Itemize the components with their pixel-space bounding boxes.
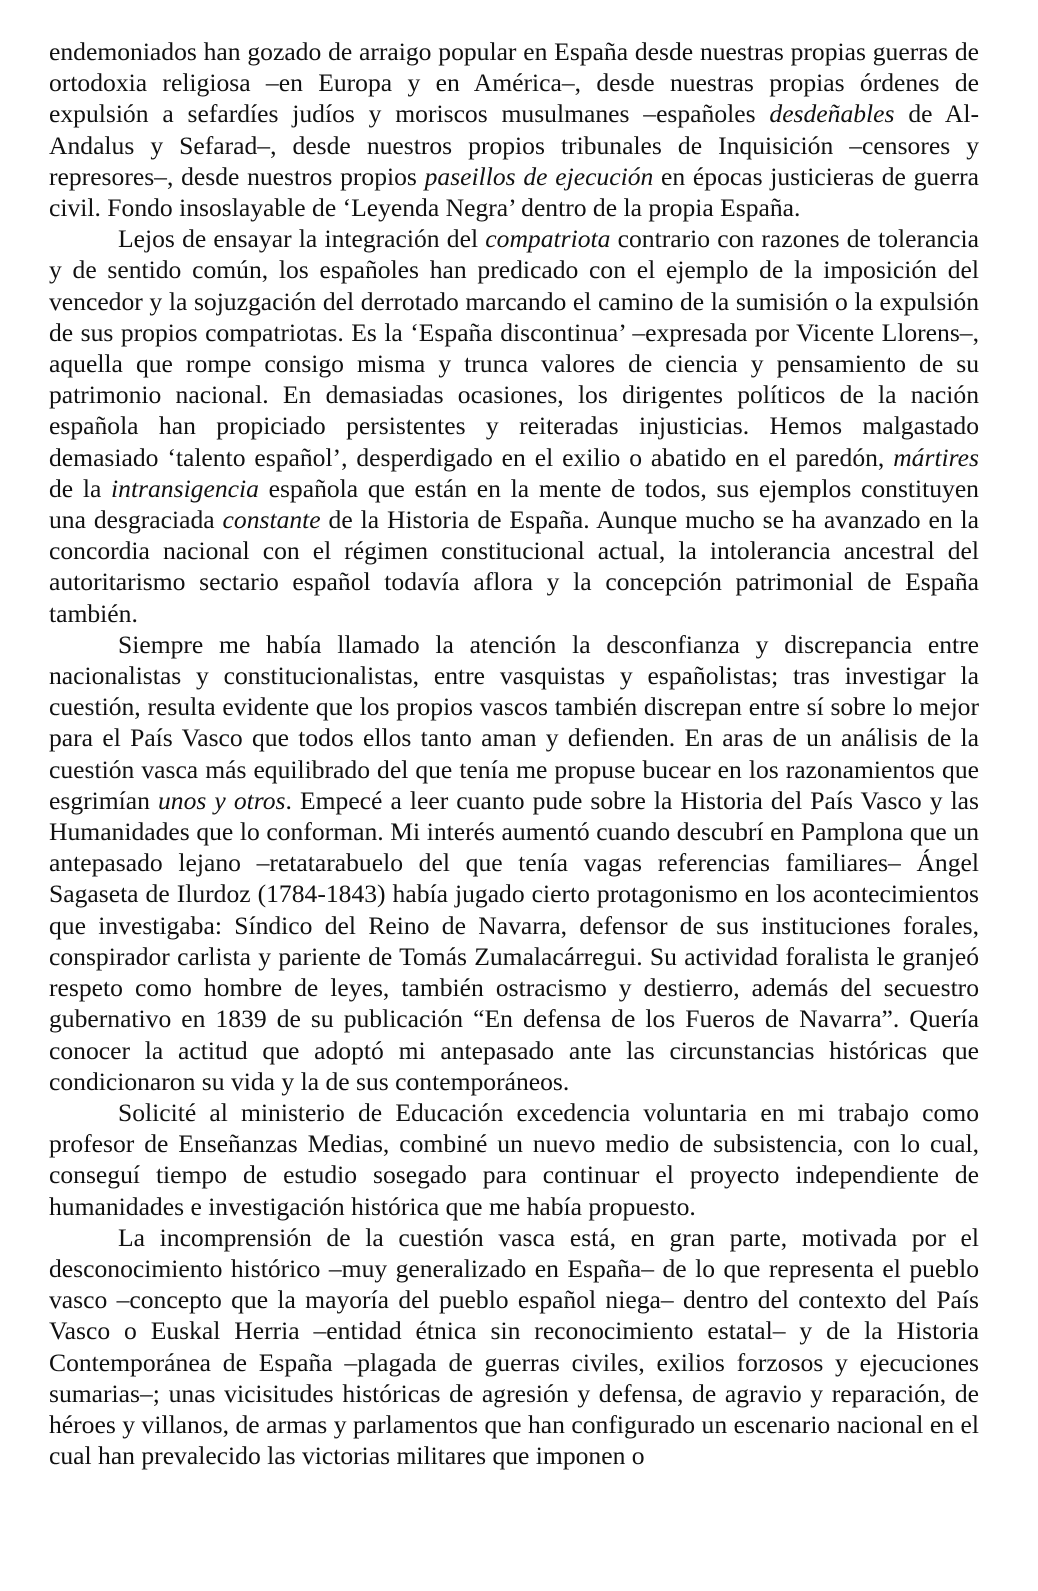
text-run: endemoniados han gozado de arraigo popular en España desde nuestras propias guerras de ortodoxia religiosa –en Europa y en América–, desde nuestras propias órdenes de expulsión a sefardíes judíos y moriscos musulmanes –españoles bbox=[49, 37, 979, 129]
body-paragraph bbox=[49, 1222, 979, 1472]
italic-text-run: intransigencia bbox=[111, 473, 259, 503]
text-run: Solicité al ministerio de Educación excedencia voluntaria en mi trabajo como profesor de Enseñanzas Medias, combiné un nuevo medio de subsistencia, con lo cual, conseguí tiempo de estudio sosegado para continuar el proyecto independiente de humanidades e investigación histórica que me había propuesto. bbox=[49, 1097, 979, 1221]
italic-text-run: paseillos de ejecución bbox=[424, 161, 654, 191]
body-paragraph bbox=[49, 629, 979, 1097]
text-run: de la bbox=[49, 473, 112, 503]
italic-text-run: desdeñables bbox=[769, 99, 895, 129]
text-run: de la Historia de España. Aunque mucho se ha avanzado en la concordia nacional con el régimen constitucional actual, la intolerancia ancestral del autoritarismo sectario español todavía aflora y la concepción patrimonial de España también. bbox=[49, 505, 979, 628]
italic-text-run: unos y otros bbox=[158, 785, 286, 815]
text-run: de Al-Andalus y Sefarad–, desde nuestros propios tribunales de Inquisición –censores y represores–, desde nuestros propios bbox=[49, 99, 979, 191]
body-paragraph bbox=[49, 1097, 979, 1222]
italic-text-run: constante bbox=[222, 505, 321, 535]
body-paragraph bbox=[49, 223, 979, 629]
text-run: . Empecé a leer cuanto pude sobre la Historia del País Vasco y las Humanidades que lo conforman. Mi interés aumentó cuando descubrí en Pamplona que un antepasado lejano –retatarabuelo del que tenía vagas referencias familiares– Ángel Sagaseta de Ilurdoz (1784-1843) había jugado cierto protagonismo en los acontecimientos que investigaba: Síndico del Reino de Navarra, defensor de sus instituciones forales, conspirador carlista y pariente de Tomás Zumalacárregui. Su actividad foralista le granjeó respeto como hombre de leyes, también ostracismo y destierro, además del secuestro gubernativo en 1839 de su publicación “En defensa de los Fueros de Navarra”. Quería conocer la actitud que adoptó mi antepasado ante las circunstancias históricas que condicionaron su vida y la de sus contemporáneos. bbox=[49, 785, 979, 1096]
italic-text-run: compatriota bbox=[485, 224, 611, 254]
text-run: Lejos de ensayar la integración del bbox=[118, 224, 486, 254]
text-run: en épocas justicieras de guerra civil. Fondo insoslayable de ‘Leyenda Negra’ dentro de la propia España. bbox=[49, 161, 979, 223]
text-run: española que están en la mente de todos, sus ejemplos constituyen una desgraciada bbox=[49, 473, 979, 535]
text-run: contrario con razones de tolerancia y de sentido común, los españoles han predicado con el ejemplo de la imposición del vencedor y la sojuzgación del derrotado marcando el camino de la sumisión o la expulsión de sus propios compatriotas. Es la ‘España discontinua’ –expresada por Vicente Llorens–, aquella que rompe consigo misma y trunca valores de ciencia y pensamiento de su patrimonio nacional. En demasiadas ocasiones, los dirigentes políticos de la nación española han propiciado persistentes y reiteradas injusticias. Hemos malgastado demasiado ‘talento español’, desperdigado en el exilio o abatido en el paredón, bbox=[49, 224, 979, 472]
italic-text-run: mártires bbox=[893, 442, 979, 472]
page-body bbox=[49, 36, 979, 1471]
text-run: La incomprensión de la cuestión vasca está, en gran parte, motivada por el desconocimiento histórico –muy generalizado en España– de lo que representa el pueblo vasco –concepto que la mayoría del pueblo español niega– dentro del contexto del País Vasco o Euskal Herria –entidad étnica sin reconocimiento estatal– y de la Historia Contemporánea de España –plagada de guerras civiles, exilios forzosos y ejecuciones sumarias–; unas vicisitudes históricas de agresión y defensa, de agravio y reparación, de héroes y villanos, de armas y parlamentos que han configurado un escenario nacional en el cual han prevalecido las victorias militares que imponen o bbox=[49, 1222, 979, 1471]
body-paragraph bbox=[49, 36, 979, 223]
text-run: Siempre me había llamado la atención la desconfianza y discrepancia entre nacionalistas y constitucionalistas, entre vasquistas y españolistas; tras investigar la cuestión, resulta evidente que los propios vascos también discrepan entre sí sobre lo mejor para el País Vasco que todos ellos tanto aman y defienden. En aras de un análisis de la cuestión vasca más equilibrado del que tenía me propuse bucear en los razonamientos que esgrimían bbox=[49, 629, 979, 815]
